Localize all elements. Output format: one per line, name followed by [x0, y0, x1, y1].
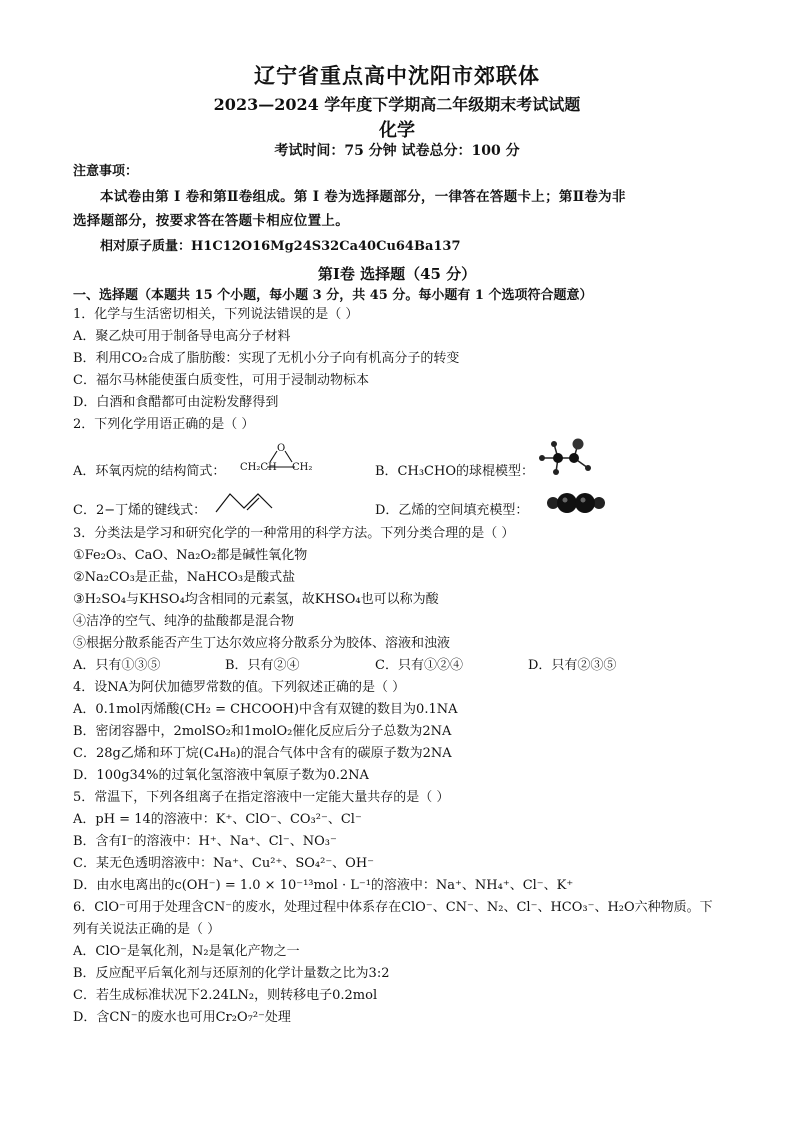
q2-option-c: C．2−丁烯的键线式： — [73, 503, 207, 518]
q4-option-a: A．0.1mol丙烯酸(CH₂ = CHCOOH)中含有双键的数目为0.1NA — [73, 702, 458, 717]
exam-info: 考试时间：75 分钟 试卷总分：100 分 — [274, 143, 520, 159]
q5-stem: 5．常温下，下列各组离子在指定溶液中一定能大量共存的是（ ） — [73, 790, 450, 805]
q5-option-a: A．pH = 14的溶液中：K⁺、ClO⁻、CO₃²⁻、Cl⁻ — [73, 812, 362, 827]
q1-stem: 1．化学与生活密切相关，下列说法错误的是（ ） — [73, 307, 359, 322]
q3-item-5: ⑤根据分散系能否产生丁达尔效应将分散系分为胶体、溶液和浊液 — [73, 636, 451, 651]
space-filling-model-icon — [545, 492, 607, 514]
q3-option-d: D．只有②③⑤ — [528, 658, 617, 673]
q5-option-b: B．含有I⁻的溶液中：H⁺、Na⁺、Cl⁻、NO₃⁻ — [73, 834, 337, 849]
q4-option-c: C．28g乙烯和环丁烷(C₄H₈)的混合气体中含有的碳原子数为2NA — [73, 746, 452, 761]
q3-option-b: B．只有②④ — [225, 658, 300, 673]
q6-option-c: C．若生成标准状况下2.24LN₂，则转移电子0.2mol — [73, 988, 378, 1003]
q4-option-d: D．100g34%的过氧化氢溶液中氧原子数为0.2NA — [73, 768, 369, 783]
q3-stem: 3．分类法是学习和研究化学的一种常用的科学方法。下列分类合理的是（ ） — [73, 526, 515, 541]
q2-a-formula-left: CH₂CH — [240, 462, 277, 473]
section-title: 第Ⅰ卷 选择题（45 分） — [317, 265, 477, 283]
q6-option-b: B．反应配平后氧化剂与还原剂的化学计量数之比为3:2 — [73, 966, 390, 981]
q3-item-2: ②Na₂CO₃是正盐，NaHCO₃是酸式盐 — [73, 570, 296, 585]
notes-heading: 注意事项： — [73, 164, 139, 179]
atomic-mass-line: 相对原子质量：H1C12O16Mg24S32Ca40Cu64Ba137 — [100, 239, 461, 254]
subject-title: 化学 — [379, 120, 415, 141]
epoxide-ring-bonds — [266, 448, 296, 468]
q3-item-3: ③H₂SO₄与KHSO₄均含相同的元素氢，故KHSO₄也可以称为酸 — [73, 592, 439, 607]
q1-option-c: C．福尔马林能使蛋白质变性，可用于浸制动物标本 — [73, 373, 369, 388]
q1-option-d: D．白酒和食醋都可由淀粉发酵得到 — [73, 395, 279, 410]
q1-option-a: A．聚乙炔可用于制备导电高分子材料 — [73, 329, 291, 344]
butene-skeletal-formula — [214, 490, 274, 516]
section-instruction: 一、选择题（本题共 15 个小题，每小题 3 分，共 45 分。每小题有 1 个选项符合题意） — [73, 288, 593, 303]
q4-stem: 4．设NA为阿伏加德罗常数的值。下列叙述正确的是（ ） — [73, 680, 406, 695]
q6-stem-line-2: 列有关说法正确的是（ ） — [73, 922, 221, 937]
q2-option-a: A．环氧丙烷的结构简式： — [73, 464, 226, 479]
q6-stem-line-1: 6．ClO⁻可用于处理含CN⁻的废水，处理过程中体系存在ClO⁻、CN⁻、N₂、Cl⁻、HCO₃⁻、H₂O六种物质。下 — [73, 900, 713, 915]
notes-line-2: 选择题部分，按要求答在答题卡相应位置上。 — [73, 213, 349, 229]
q2-stem: 2．下列化学用语正确的是（ ） — [73, 417, 255, 432]
q2-option-b: B．CH₃CHO的球棍模型： — [375, 464, 534, 479]
q5-option-c: C．某无色透明溶液中：Na⁺、Cu²⁺、SO₄²⁻、OH⁻ — [73, 856, 375, 871]
q2-option-d: D．乙烯的空间填充模型： — [375, 503, 529, 518]
q4-option-b: B．密闭容器中，2molSO₂和1molO₂催化反应后分子总数为2NA — [73, 724, 452, 739]
q3-item-1: ①Fe₂O₃、CaO、Na₂O₂都是碱性氧化物 — [73, 548, 308, 563]
q3-option-c: C．只有①②④ — [375, 658, 463, 673]
q6-option-a: A．ClO⁻是氧化剂，N₂是氧化产物之一 — [73, 944, 300, 959]
q1-option-b: B．利用CO₂合成了脂肪酸：实现了无机小分子向有机高分子的转变 — [73, 351, 460, 366]
exam-subtitle: 2023—2024 学年度下学期高二年级期末考试试题 — [213, 95, 581, 114]
ball-stick-model-icon — [532, 440, 596, 476]
q2-a-formula-right: CH₂ — [292, 462, 313, 473]
q3-option-a: A．只有①③⑤ — [73, 658, 161, 673]
notes-line-1: 本试卷由第 I 卷和第Ⅱ卷组成。第 I 卷为选择题部分，一律答在答题卡上；第Ⅱ卷为非 — [100, 189, 626, 205]
exam-title: 辽宁省重点高中沈阳市郊联体 — [254, 63, 540, 88]
q5-option-d: D．由水电离出的c(OH⁻) = 1.0 × 10⁻¹³mol · L⁻¹的溶液中：Na⁺、NH₄⁺、Cl⁻、K⁺ — [73, 878, 574, 893]
q2-a-formula-o: O — [277, 443, 286, 454]
q3-item-4: ④洁净的空气、纯净的盐酸都是混合物 — [73, 614, 295, 629]
q6-option-d: D．含CN⁻的废水也可用Cr₂O₇²⁻处理 — [73, 1010, 291, 1025]
